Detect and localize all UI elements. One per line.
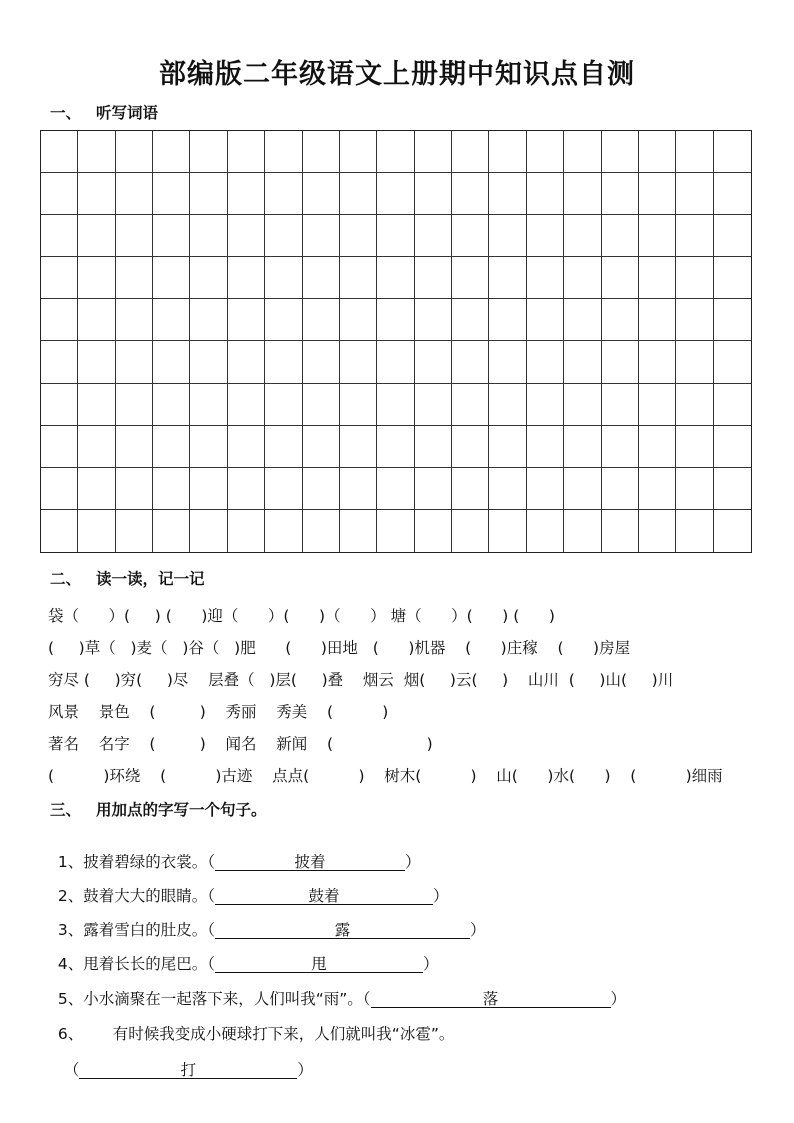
sentence-label: 4、甩着长长的尾巴。（	[57, 955, 215, 973]
grid-cell[interactable]	[228, 426, 265, 468]
grid-cell[interactable]	[452, 341, 489, 383]
answer-blank[interactable]: 落	[371, 989, 611, 1008]
grid-cell[interactable]	[116, 173, 153, 215]
grid-cell[interactable]	[676, 257, 713, 299]
grid-cell[interactable]	[602, 257, 639, 299]
read-line: 袋（ ）( ) ( )迎（ ）( )（ ） 塘（ ）( ) ( )	[48, 607, 555, 625]
grid-cell[interactable]	[452, 468, 489, 510]
grid-cell[interactable]	[527, 173, 564, 215]
grid-cell[interactable]	[676, 215, 713, 257]
grid-cell[interactable]	[116, 384, 153, 426]
grid-cell[interactable]	[489, 215, 526, 257]
grid-cell[interactable]	[153, 215, 190, 257]
grid-cell[interactable]	[153, 510, 190, 552]
grid-cell[interactable]	[78, 257, 115, 299]
grid-cell[interactable]	[489, 510, 526, 552]
grid-cell[interactable]	[714, 299, 751, 341]
grid-cell[interactable]	[228, 257, 265, 299]
grid-cell[interactable]	[303, 257, 340, 299]
grid-cell[interactable]	[41, 173, 78, 215]
section-3-number: 三、	[50, 801, 82, 819]
grid-cell[interactable]	[265, 384, 302, 426]
grid-cell[interactable]	[415, 468, 452, 510]
grid-cell[interactable]	[377, 510, 414, 552]
grid-cell[interactable]	[564, 257, 601, 299]
grid-cell[interactable]	[41, 384, 78, 426]
grid-cell[interactable]	[489, 468, 526, 510]
grid-cell[interactable]	[340, 468, 377, 510]
grid-cell[interactable]	[489, 257, 526, 299]
grid-cell[interactable]	[527, 257, 564, 299]
grid-cell[interactable]	[527, 384, 564, 426]
grid-cell[interactable]	[377, 468, 414, 510]
grid-cell[interactable]	[116, 468, 153, 510]
grid-cell[interactable]	[153, 131, 190, 173]
grid-cell[interactable]	[41, 468, 78, 510]
grid-cell[interactable]	[415, 384, 452, 426]
section-2-number: 二、	[50, 570, 82, 588]
grid-cell[interactable]	[527, 341, 564, 383]
grid-cell[interactable]	[602, 215, 639, 257]
grid-cell[interactable]	[639, 341, 676, 383]
answer-blank[interactable]: 甩	[215, 954, 423, 973]
grid-cell[interactable]	[714, 510, 751, 552]
sentence-label: 5、小水滴聚在一起落下来，人们叫我“雨”。（	[57, 990, 371, 1008]
sentence-end: ）	[432, 887, 449, 905]
grid-cell[interactable]	[377, 257, 414, 299]
grid-cell[interactable]	[190, 341, 227, 383]
grid-cell[interactable]	[714, 468, 751, 510]
grid-cell[interactable]	[527, 510, 564, 552]
grid-cell[interactable]	[41, 299, 78, 341]
grid-cell[interactable]	[303, 341, 340, 383]
grid-cell[interactable]	[153, 426, 190, 468]
grid-cell[interactable]	[452, 131, 489, 173]
grid-cell[interactable]	[602, 173, 639, 215]
dictation-grid[interactable]	[40, 130, 752, 553]
grid-cell[interactable]	[452, 299, 489, 341]
grid-cell[interactable]	[190, 426, 227, 468]
grid-cell[interactable]	[153, 257, 190, 299]
grid-cell[interactable]	[452, 510, 489, 552]
sentence-end: ）	[404, 853, 421, 871]
grid-cell[interactable]	[228, 299, 265, 341]
grid-cell[interactable]	[78, 426, 115, 468]
grid-cell[interactable]	[676, 384, 713, 426]
grid-cell[interactable]	[527, 299, 564, 341]
grid-cell[interactable]	[639, 257, 676, 299]
grid-cell[interactable]	[602, 384, 639, 426]
section-3-title: 用加点的字写一个句子。	[96, 801, 267, 819]
grid-cell[interactable]	[228, 384, 265, 426]
grid-cell[interactable]	[452, 173, 489, 215]
grid-cell[interactable]	[714, 257, 751, 299]
grid-cell[interactable]	[265, 468, 302, 510]
grid-cell[interactable]	[78, 131, 115, 173]
grid-cell[interactable]	[303, 215, 340, 257]
grid-cell[interactable]	[564, 341, 601, 383]
grid-cell[interactable]	[78, 510, 115, 552]
grid-cell[interactable]	[564, 131, 601, 173]
grid-cell[interactable]	[116, 426, 153, 468]
section-1-number: 一、	[50, 104, 82, 122]
grid-cell[interactable]	[489, 384, 526, 426]
grid-cell[interactable]	[190, 215, 227, 257]
grid-cell[interactable]	[41, 510, 78, 552]
grid-cell[interactable]	[340, 299, 377, 341]
grid-cell[interactable]	[265, 299, 302, 341]
grid-cell[interactable]	[190, 257, 227, 299]
grid-cell[interactable]	[78, 215, 115, 257]
grid-cell[interactable]	[564, 384, 601, 426]
grid-cell[interactable]	[41, 341, 78, 383]
grid-cell[interactable]	[489, 341, 526, 383]
grid-cell[interactable]	[190, 468, 227, 510]
grid-cell[interactable]	[340, 215, 377, 257]
sentence-item	[48, 1004, 454, 1044]
sentence-item	[48, 969, 626, 1009]
grid-cell[interactable]	[415, 510, 452, 552]
sentence-start: （	[63, 1061, 80, 1079]
grid-cell[interactable]	[377, 299, 414, 341]
grid-cell[interactable]	[228, 468, 265, 510]
sentence-label: 2、鼓着大大的眼睛。（	[57, 887, 215, 905]
grid-cell[interactable]	[153, 341, 190, 383]
read-line: 著名 名字 ( ) 闻名 新闻 ( )	[48, 735, 433, 753]
grid-cell[interactable]	[41, 215, 78, 257]
grid-cell[interactable]	[564, 468, 601, 510]
grid-cell[interactable]	[41, 426, 78, 468]
grid-cell[interactable]	[265, 341, 302, 383]
grid-cell[interactable]	[415, 131, 452, 173]
sentence-end: ）	[469, 921, 486, 939]
grid-cell[interactable]	[564, 299, 601, 341]
grid-cell[interactable]	[78, 341, 115, 383]
grid-cell[interactable]	[340, 257, 377, 299]
grid-cell[interactable]	[265, 131, 302, 173]
grid-cell[interactable]	[303, 510, 340, 552]
answer-blank[interactable]: 露	[215, 920, 470, 939]
grid-cell[interactable]	[303, 426, 340, 468]
grid-cell[interactable]	[639, 426, 676, 468]
read-line: ( )草（ )麦（ )谷（ )肥 ( )田地 ( )机器 ( )庄稼 ( )房屋	[48, 639, 631, 657]
grid-cell[interactable]	[265, 510, 302, 552]
grid-cell[interactable]	[452, 426, 489, 468]
grid-cell[interactable]	[564, 510, 601, 552]
sentence-item	[48, 934, 439, 974]
grid-cell[interactable]	[714, 426, 751, 468]
grid-cell[interactable]	[676, 426, 713, 468]
grid-cell[interactable]	[265, 426, 302, 468]
grid-cell[interactable]	[377, 131, 414, 173]
grid-cell[interactable]	[116, 299, 153, 341]
read-line: ( )环绕 ( )古迹 点点( ) 树木( ) 山( )水( ) ( )细雨	[48, 767, 723, 785]
grid-cell[interactable]	[639, 299, 676, 341]
grid-cell[interactable]	[639, 215, 676, 257]
grid-cell[interactable]	[377, 215, 414, 257]
grid-cell[interactable]	[116, 257, 153, 299]
answer-blank[interactable]: 打	[79, 1060, 297, 1079]
grid-cell[interactable]	[116, 215, 153, 257]
grid-cell[interactable]	[265, 257, 302, 299]
grid-cell[interactable]	[639, 384, 676, 426]
grid-cell[interactable]	[676, 468, 713, 510]
sentence-end: ）	[610, 990, 627, 1008]
grid-cell[interactable]	[602, 468, 639, 510]
section-1-heading	[50, 101, 158, 123]
grid-cell[interactable]	[452, 257, 489, 299]
grid-cell[interactable]	[303, 173, 340, 215]
grid-cell[interactable]	[190, 384, 227, 426]
grid-cell[interactable]	[714, 215, 751, 257]
grid-cell[interactable]	[415, 215, 452, 257]
grid-cell[interactable]	[340, 341, 377, 383]
grid-cell[interactable]	[228, 341, 265, 383]
sentence-label: 3、露着雪白的肚皮。（	[57, 921, 215, 939]
grid-cell[interactable]	[153, 173, 190, 215]
grid-cell[interactable]	[639, 131, 676, 173]
grid-cell[interactable]	[415, 341, 452, 383]
grid-cell[interactable]	[116, 341, 153, 383]
grid-cell[interactable]	[415, 257, 452, 299]
grid-cell[interactable]	[415, 426, 452, 468]
grid-cell[interactable]	[153, 468, 190, 510]
grid-cell[interactable]	[676, 510, 713, 552]
grid-cell[interactable]	[527, 131, 564, 173]
grid-cell[interactable]	[564, 173, 601, 215]
grid-cell[interactable]	[116, 510, 153, 552]
grid-cell[interactable]	[190, 131, 227, 173]
grid-cell[interactable]	[602, 299, 639, 341]
grid-cell[interactable]	[676, 341, 713, 383]
grid-cell[interactable]	[303, 384, 340, 426]
grid-cell[interactable]	[41, 257, 78, 299]
grid-cell[interactable]	[116, 131, 153, 173]
grid-cell[interactable]	[78, 384, 115, 426]
read-line: 风景 景色 ( ) 秀丽 秀美 ( )	[48, 703, 389, 721]
grid-cell[interactable]	[489, 426, 526, 468]
grid-cell[interactable]	[676, 173, 713, 215]
grid-cell[interactable]	[228, 131, 265, 173]
grid-cell[interactable]	[676, 131, 713, 173]
grid-cell[interactable]	[489, 299, 526, 341]
grid-cell[interactable]	[78, 173, 115, 215]
grid-cell[interactable]	[714, 131, 751, 173]
grid-cell[interactable]	[340, 173, 377, 215]
section-3-heading	[50, 798, 267, 820]
grid-cell[interactable]	[265, 173, 302, 215]
sentence-label: 1、披着碧绿的衣裳。（	[57, 853, 215, 871]
answer-blank[interactable]: 鼓着	[215, 886, 433, 905]
section-2-heading	[50, 567, 205, 589]
grid-cell[interactable]	[190, 510, 227, 552]
grid-cell[interactable]	[564, 426, 601, 468]
grid-cell[interactable]	[602, 131, 639, 173]
grid-cell[interactable]	[303, 299, 340, 341]
grid-cell[interactable]	[527, 426, 564, 468]
grid-cell[interactable]	[377, 384, 414, 426]
section-1-title: 听写词语	[96, 104, 159, 122]
grid-cell[interactable]	[41, 131, 78, 173]
section-2-title: 读一读，记一记	[96, 570, 205, 588]
grid-cell[interactable]	[639, 468, 676, 510]
grid-cell[interactable]	[527, 215, 564, 257]
grid-cell[interactable]	[489, 173, 526, 215]
grid-cell[interactable]	[303, 131, 340, 173]
sentence-label: 6、 有时候我变成小硬球打下来，人们就叫我“冰雹”。	[57, 1025, 455, 1043]
read-line: 穷尽 ( )穷( )尽 层叠（ )层( )叠 烟云 烟( )云( ) 山川 ( )山( )川	[48, 671, 674, 689]
grid-cell[interactable]	[340, 384, 377, 426]
grid-cell[interactable]	[415, 299, 452, 341]
page-title: 部编版二年级语文上册期中知识点自测	[159, 59, 635, 90]
grid-cell[interactable]	[340, 426, 377, 468]
grid-cell[interactable]	[228, 510, 265, 552]
grid-cell[interactable]	[714, 173, 751, 215]
grid-cell[interactable]	[639, 510, 676, 552]
grid-cell[interactable]	[153, 299, 190, 341]
grid-cell[interactable]	[377, 341, 414, 383]
grid-cell[interactable]	[415, 173, 452, 215]
grid-cell[interactable]	[228, 215, 265, 257]
grid-cell[interactable]	[714, 384, 751, 426]
grid-cell[interactable]	[78, 468, 115, 510]
sentence-answer-line	[54, 1040, 313, 1080]
grid-cell[interactable]	[340, 510, 377, 552]
grid-cell[interactable]	[228, 173, 265, 215]
grid-cell[interactable]	[527, 468, 564, 510]
grid-cell[interactable]	[489, 131, 526, 173]
grid-cell[interactable]	[452, 384, 489, 426]
grid-cell[interactable]	[265, 215, 302, 257]
grid-cell[interactable]	[452, 215, 489, 257]
grid-cell[interactable]	[153, 384, 190, 426]
grid-cell[interactable]	[377, 173, 414, 215]
grid-cell[interactable]	[602, 510, 639, 552]
grid-cell[interactable]	[602, 426, 639, 468]
grid-cell[interactable]	[639, 173, 676, 215]
grid-cell[interactable]	[676, 299, 713, 341]
grid-cell[interactable]	[340, 131, 377, 173]
grid-cell[interactable]	[303, 468, 340, 510]
grid-cell[interactable]	[714, 341, 751, 383]
grid-cell[interactable]	[78, 299, 115, 341]
sentence-end: ）	[297, 1061, 313, 1079]
grid-cell[interactable]	[602, 341, 639, 383]
sentence-end: ）	[422, 955, 439, 973]
grid-cell[interactable]	[564, 215, 601, 257]
grid-cell[interactable]	[190, 173, 227, 215]
answer-blank[interactable]: 披着	[215, 852, 405, 871]
grid-cell[interactable]	[377, 426, 414, 468]
grid-cell[interactable]	[190, 299, 227, 341]
